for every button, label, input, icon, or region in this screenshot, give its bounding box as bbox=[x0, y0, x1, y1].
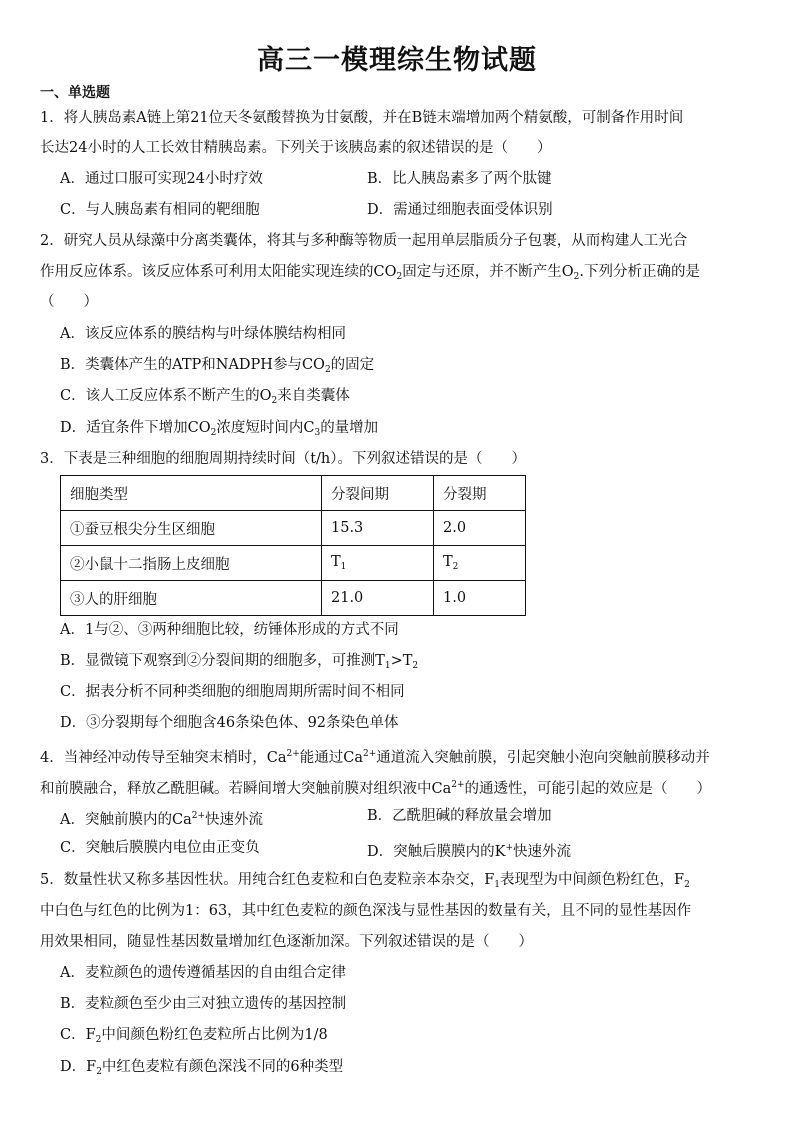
q1-stem-line2: 长达24小时的人工长效甘精胰岛素。下列关于该胰岛素的叙述错误的是（ ） bbox=[40, 140, 552, 156]
table-header-cell: 分裂间期 bbox=[322, 476, 434, 511]
q5-option-c: C．$F_2$中间颜色粉红色麦粒所占比例为1/8 bbox=[60, 1027, 328, 1045]
q2-stem-line3: （ ） bbox=[40, 294, 98, 310]
table-header-cell: 分裂期 bbox=[434, 476, 526, 511]
q2-option-c: C．该人工反应体系不断产生的$O_2$来自类囊体 bbox=[60, 388, 350, 406]
q2-stem-line2: 作用反应体系。该反应体系可利用太阳能实现连续的$CO_2$固定与还原，并不断产生$O_2$.下列分析正确的是 bbox=[40, 264, 700, 282]
table-cell: $T_2$ bbox=[434, 546, 526, 581]
q5-stem-line3: 用效果相同，随显性基因数量增加红色逐渐加深。下列叙述错误的是（ ） bbox=[40, 934, 533, 950]
q2-option-a: A．该反应体系的膜结构与叶绿体膜结构相同 bbox=[60, 326, 346, 342]
table-cell: ③人的肝细胞 bbox=[61, 581, 322, 616]
table-cell: 1.0 bbox=[434, 581, 526, 616]
section-heading: 一、单选题 bbox=[40, 85, 110, 101]
q4-option-d: D．突触后膜膜内的K+快速外流 bbox=[367, 843, 572, 860]
table-row bbox=[61, 581, 526, 616]
q1-option-c: C．与人胰岛素有相同的靶细胞 bbox=[60, 202, 260, 218]
q3-option-d: D．③分裂期每个细胞含46条染色体、92条染色单体 bbox=[60, 715, 399, 731]
q2-stem-line1: 2．研究人员从绿藻中分离类囊体，将其与多种酶等物质一起用单层脂质分子包裹，从而构建人工光合 bbox=[40, 233, 688, 249]
table-cell: 2.0 bbox=[434, 511, 526, 546]
table-cell: $T_1$ bbox=[322, 546, 434, 581]
q4-option-a: A．突触前膜内的$Ca^{2+}$快速外流 bbox=[60, 811, 263, 828]
q2-option-b: B．类囊体产生的ATP和NADPH参与$CO_2$的固定 bbox=[60, 357, 375, 375]
q1-stem-line1: 1．将人胰岛素A链上第21位天冬氨酸替换为甘氨酸，并在B链末端增加两个精氨酸，可制备作用时间 bbox=[40, 110, 684, 126]
q3-option-a: A．1与②、③两种细胞比较，纺锤体形成的方式不同 bbox=[60, 622, 399, 638]
q4-option-b: B．乙酰胆碱的释放量会增加 bbox=[367, 808, 552, 824]
q5-option-a: A．麦粒颜色的遗传遵循基因的自由组合定律 bbox=[60, 965, 346, 981]
q4-option-c: C．突触后膜膜内电位由正变负 bbox=[60, 840, 260, 856]
table-row bbox=[61, 511, 526, 546]
table-cell: ②小鼠十二指肠上皮细胞 bbox=[61, 546, 322, 581]
q5-stem-line2: 中白色与红色的比例为1：63，其中红色麦粒的颜色深浅与显性基因的数量有关，且不同的显性基因作 bbox=[40, 903, 692, 919]
q5-option-b: B．麦粒颜色至少由三对独立遗传的基因控制 bbox=[60, 996, 347, 1012]
q1-option-a: A．通过口服可实现24小时疗效 bbox=[60, 171, 263, 187]
q3-option-b: B．显微镜下观察到②分裂间期的细胞多，可推测$T_1>T_2$ bbox=[60, 653, 419, 671]
q1-option-b: B．比人胰岛素多了两个肽键 bbox=[367, 171, 552, 187]
table-row bbox=[61, 546, 526, 581]
table-cell: 15.3 bbox=[322, 511, 434, 546]
q5-option-d: D．$F_2$中红色麦粒有颜色深浅不同的6种类型 bbox=[60, 1059, 344, 1077]
q3-option-c: C．据表分析不同种类细胞的细胞周期所需时间不相同 bbox=[60, 684, 405, 700]
q3-stem-line1: 3．下表是三种细胞的细胞周期持续时间（t/h）。下列叙述错误的是（ ） bbox=[40, 451, 527, 467]
q4-stem-line1: 4．当神经冲动传导至轴突末梢时，$Ca^{2+}$能通过$Ca^{2+}$通道流入突触前膜，引起突触小泡向突触前膜移动并 bbox=[40, 749, 710, 766]
table-cell: ①蚕豆根尖分生区细胞 bbox=[61, 511, 322, 546]
q5-stem-line1: 5．数量性状又称多基因性状。用纯合红色麦粒和白色麦粒亲本杂交，$F_1$表现型为中间颜色粉红色，$F_2$ bbox=[40, 872, 690, 890]
cell-cycle-table bbox=[60, 475, 526, 616]
page-title: 高三一模理综生物试题 bbox=[257, 45, 537, 76]
table-cell: 21.0 bbox=[322, 581, 434, 616]
q4-stem-line2: 和前膜融合，释放乙酰胆碱。若瞬间增大突触前膜对组织液中$Ca^{2+}$的通透性，可能引起的效应是（ ） bbox=[40, 780, 712, 797]
q2-option-d: D．适宜条件下增加$CO_2$浓度短时间内$C_3$的量增加 bbox=[60, 420, 379, 438]
table-header-row bbox=[61, 476, 526, 511]
table-header-cell: 细胞类型 bbox=[61, 476, 322, 511]
q1-option-d: D．需通过细胞表面受体识别 bbox=[367, 202, 553, 218]
